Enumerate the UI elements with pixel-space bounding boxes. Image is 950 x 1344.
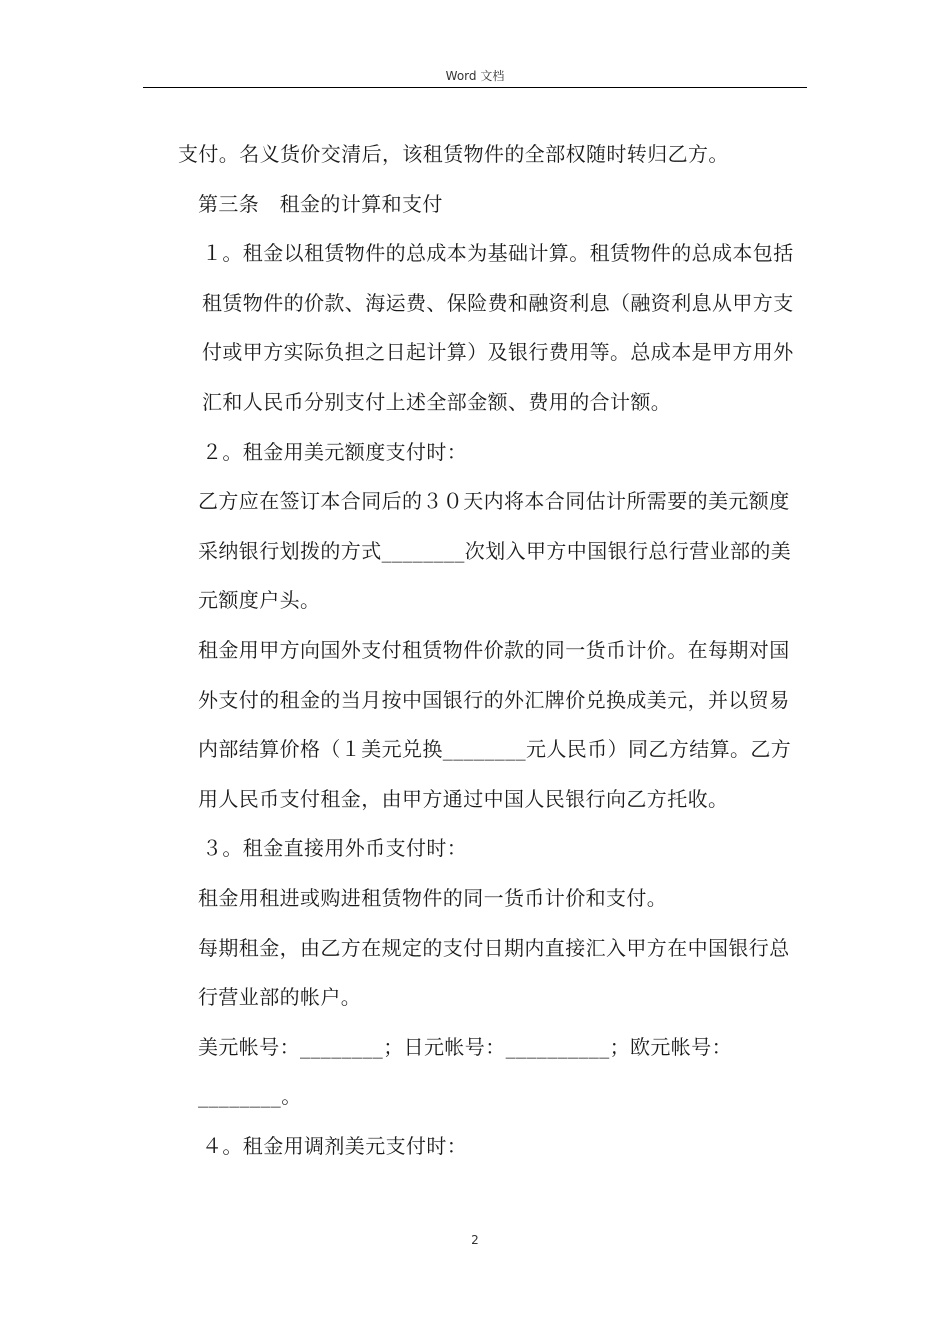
header-divider xyxy=(143,87,807,88)
paragraph-continuation: 支付。名义货价交清后，该租赁物件的全部权随时转归乙方。 xyxy=(178,142,729,166)
paragraph-account-numbers: 美元帐号：________；日元帐号：__________；欧元帐号：________。 xyxy=(198,1034,732,1109)
paragraph-item-4: ４。租金用调剂美元支付时： xyxy=(202,1133,468,1158)
paragraph-item-3: ３。租金直接用外币支付时： xyxy=(202,836,468,861)
page-header: Word 文档 xyxy=(445,69,505,83)
paragraph-item-1: １。租金以租赁物件的总成本为基础计算。租赁物件的总成本包括租赁物件的价款、海运费、保险费和融资利息（融资利息从甲方支付或甲方实际负担之日起计算）及银行费用等。总成本是甲方用外汇和人民币分别支付上述全部金额、费用的合计额。 xyxy=(202,241,794,414)
paragraph-usd-quota: 乙方应在签订本合同后的３０天内将本合同估计所需要的美元额度采纳银行划拨的方式________次划入甲方中国银行总行营业部的美元额度户头。 xyxy=(198,489,792,613)
paragraph-same-currency: 租金用租进或购进租赁物件的同一货币计价和支付。 xyxy=(198,885,668,910)
document-body xyxy=(178,130,808,1171)
paragraph-item-2: ２。租金用美元额度支付时： xyxy=(202,439,468,464)
paragraph-currency-valuation: 租金用甲方向国外支付租赁物件价款的同一货币计价。在每期对国外支付的租金的当月按中国银行的外汇牌价兑换成美元，并以贸易内部结算价格（１美元兑换________元人民币）同乙方结算。乙方用人民币支付租金，由甲方通过中国人民银行向乙方托收。 xyxy=(198,637,792,811)
article-heading: 第三条 租金的计算和支付 xyxy=(198,191,443,216)
page-number: 2 xyxy=(471,1233,479,1247)
paragraph-remittance: 每期租金，由乙方在规定的支付日期内直接汇入甲方在中国银行总行营业部的帐户。 xyxy=(198,935,790,1010)
